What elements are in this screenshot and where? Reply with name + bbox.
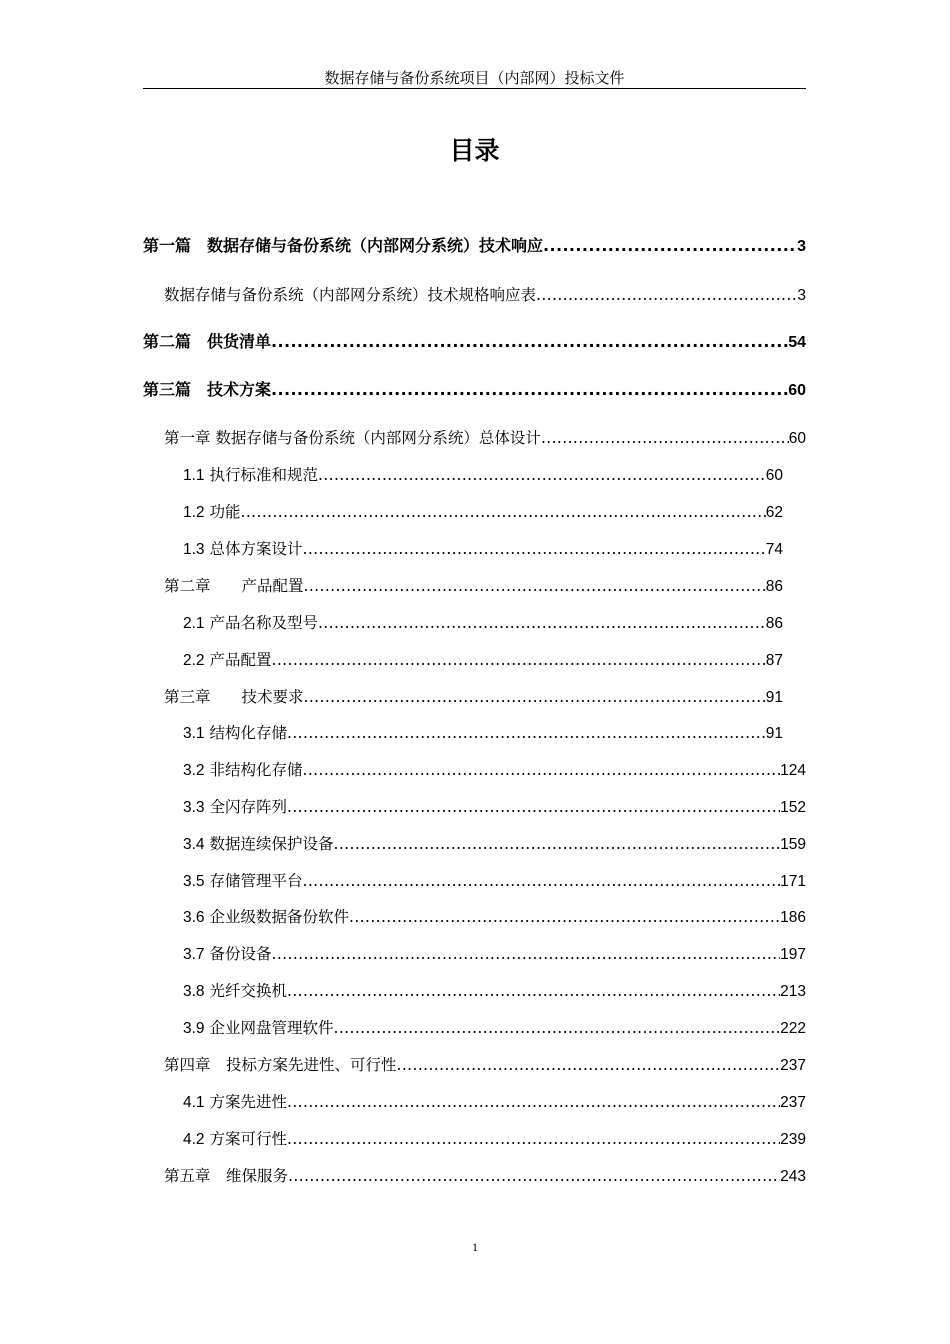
toc-entry-4-2[interactable] [183,1128,806,1150]
toc-leader [288,1165,780,1187]
toc-section-number: 3.8 [183,983,205,1000]
toc-entry-chapter-2[interactable] [164,575,783,597]
toc-leader [334,1017,781,1039]
toc-section-number: 3.7 [183,946,205,963]
toc-page: 91 [765,725,783,742]
toc-label [183,649,272,672]
toc-entry-part-3[interactable] [143,379,806,401]
toc-label [183,722,287,745]
toc-leader [334,833,781,855]
toc-label: 数据存储与备份系统（内部网分系统）技术规格响应表 [164,286,537,304]
toc-label [183,1017,334,1040]
toc-page: 186 [780,909,806,926]
toc-leader [271,379,788,401]
toc-entry-3-9[interactable] [183,1017,806,1039]
toc-page: 239 [780,1131,806,1148]
toc-label [183,833,334,856]
toc-leader [303,759,781,781]
toc-section-number: 2.2 [183,652,205,669]
toc-leader [287,1128,780,1150]
toc-section-title: 结构化存储 [209,724,288,742]
toc-leader [541,427,789,449]
toc-entry-1-1[interactable] [183,464,783,486]
toc-entry-1-3[interactable] [183,538,783,560]
toc-section-title: 方案先进性 [209,1093,288,1111]
toc-leader [304,575,766,597]
toc-entry-3-5[interactable] [183,870,806,892]
toc-section-title: 功能 [209,503,241,521]
toc-entry-4-1[interactable] [183,1091,806,1113]
toc-entry-chapter-5[interactable] [164,1165,806,1187]
running-header: 数据存储与备份系统项目（内部网）投标文件 [324,69,625,87]
toc-section-number: 3.4 [183,836,205,853]
toc-page: 62 [765,504,783,521]
toc-section-number: 1.2 [183,504,205,521]
toc-label [183,538,303,561]
toc-page: 60 [788,382,806,399]
toc-entry-chapter-4[interactable] [164,1054,806,1076]
toc-label [183,980,287,1003]
toc-entry-part-2[interactable] [143,331,806,353]
toc-page: 86 [765,578,783,595]
toc-section-title: 光纤交换机 [209,982,288,1000]
toc-section-number: 1.1 [183,467,205,484]
toc-leader [272,943,781,965]
toc-entry-2-1[interactable] [183,612,783,634]
toc-entry-3-7[interactable] [183,943,806,965]
toc-entry-3-6[interactable] [183,906,806,928]
toc-label [183,796,287,819]
toc-leader [536,284,797,306]
toc-section-number: 3.2 [183,762,205,779]
toc-page: 237 [780,1057,806,1074]
toc-section-title: 执行标准和规范 [209,466,319,484]
page-number: 1 [472,1240,478,1254]
toc-label: 第二章 产品配置 [164,577,304,595]
toc-page: 159 [780,836,806,853]
toc-leader [318,464,766,486]
toc-label: 第一篇 数据存储与备份系统（内部网分系统）技术响应 [143,236,544,255]
toc-entry-3-2[interactable] [183,759,806,781]
toc-page: 60 [765,467,783,484]
toc-section-number: 1.3 [183,541,205,558]
toc-page: 213 [780,983,806,1000]
toc-section-title: 数据连续保护设备 [209,835,334,853]
toc-page: 60 [788,430,806,447]
toc-leader [287,980,780,1002]
toc-page: 87 [765,652,783,669]
toc-leader [287,796,780,818]
toc-leader [287,722,766,744]
toc-label [183,464,318,487]
toc-label [183,870,303,893]
toc-section-number: 3.3 [183,799,205,816]
toc-page: 124 [780,762,806,779]
toc-leader [303,538,766,560]
toc-entry-chapter-3[interactable] [164,686,783,708]
toc-entry-1-2[interactable] [183,501,783,523]
toc-title: 目录 [449,136,500,165]
toc-leader [349,906,780,928]
toc-section-title: 产品名称及型号 [209,614,319,632]
toc-label: 第二篇 供货清单 [143,332,272,351]
toc-label [183,1091,287,1114]
toc-label [183,943,272,966]
toc-page: 152 [780,799,806,816]
toc-page: 3 [797,287,806,304]
toc-entry-2-2[interactable] [183,649,783,671]
toc-leader [303,870,781,892]
toc-section-title: 企业级数据备份软件 [209,908,350,926]
toc-label: 第一章 数据存储与备份系统（内部网分系统）总体设计 [164,429,541,447]
toc-label [183,1128,287,1151]
toc-leader [271,331,788,353]
toc-page: 54 [788,334,806,351]
toc-leader [397,1054,781,1076]
toc-entry-chapter-1[interactable] [164,427,806,449]
toc-page: 197 [780,946,806,963]
toc-page: 86 [765,615,783,632]
toc-entry-3-4[interactable] [183,833,806,855]
toc-label: 第三章 技术要求 [164,688,304,706]
toc-section-title: 企业网盘管理软件 [209,1019,334,1037]
toc-section-title: 产品配置 [209,651,272,669]
header-rule [143,88,806,89]
toc-section-number: 4.2 [183,1131,205,1148]
toc-leader [272,649,766,671]
toc-page: 3 [797,238,806,255]
toc-page: 243 [780,1168,806,1185]
toc-entry-response-table[interactable] [164,284,806,306]
toc-page: 171 [780,873,806,890]
toc-leader [318,612,766,634]
toc-entry-3-8[interactable] [183,980,806,1002]
toc-section-title: 备份设备 [209,945,272,963]
toc-page: 237 [780,1094,806,1111]
toc-label: 第三篇 技术方案 [143,380,272,399]
toc-section-title: 存储管理平台 [209,872,303,890]
toc-leader [287,1091,780,1113]
toc-entry-3-3[interactable] [183,796,806,818]
toc-page: 222 [780,1020,806,1037]
toc-section-number: 3.9 [183,1020,205,1037]
toc-section-number: 3.5 [183,873,205,890]
toc-section-title: 总体方案设计 [209,540,303,558]
toc-section-title: 方案可行性 [209,1130,288,1148]
toc-leader [543,235,797,257]
toc-section-number: 3.1 [183,725,205,742]
toc-section-title: 全闪存阵列 [209,798,288,816]
toc-leader [241,501,766,523]
toc-page: 74 [765,541,783,558]
toc-section-title: 非结构化存储 [209,761,303,779]
toc-label [183,612,318,635]
toc-label [183,501,241,524]
toc-label [183,759,303,782]
toc-label: 第四章 投标方案先进性、可行性 [164,1056,397,1074]
toc-section-number: 2.1 [183,615,205,632]
toc-label [183,906,349,929]
toc-section-number: 3.6 [183,909,205,926]
toc-entry-3-1[interactable] [183,722,783,744]
toc-section-number: 4.1 [183,1094,205,1111]
toc-label: 第五章 维保服务 [164,1167,289,1185]
toc-page: 91 [765,689,783,706]
toc-leader [304,686,766,708]
toc-entry-part-1[interactable] [143,235,806,257]
